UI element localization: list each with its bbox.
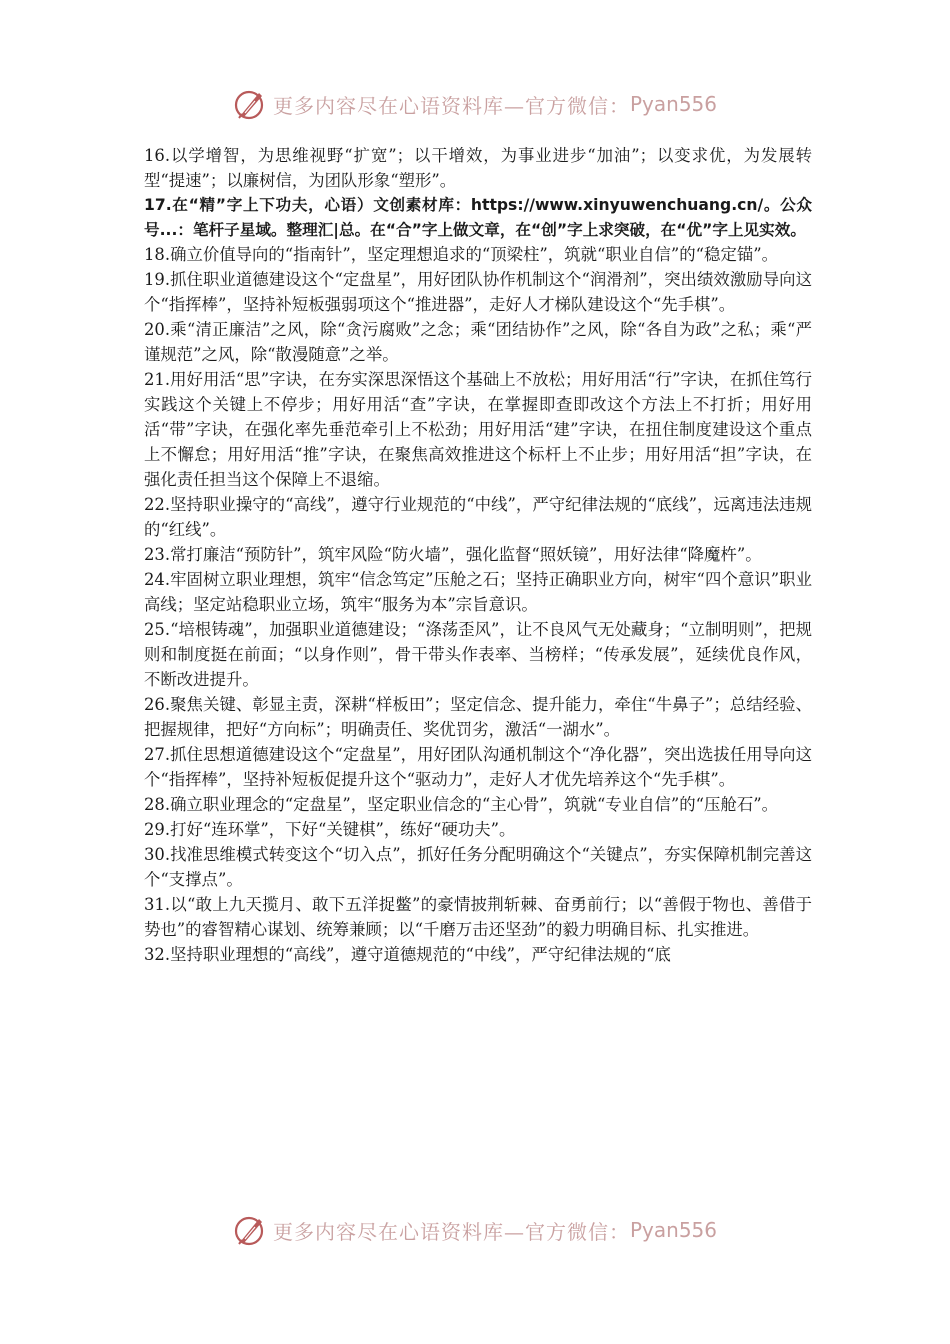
list-item-27: 27.抓住思想道德建设这个“定盘星”，用好团队沟通机制这个“净化器”，突出选拔任用导向这个“指挥棒”，坚持补短板促提升这个“驱动力”，走好人才优先培养这个“先手棋”。 xyxy=(144,745,812,789)
banner-text: 更多内容尽在心语资料库—官方微信： xyxy=(272,1219,630,1244)
list-item-23: 23.常打廉洁“预防针”，筑牢风险“防火墙”，强化监督“照妖镜”，用好法律“降魔杵”。 xyxy=(144,545,762,564)
list-item-30: 30.找准思维模式转变这个“切入点”，抓好任务分配明确这个“关键点”，夯实保障机制完善这个“支撑点”。 xyxy=(144,845,812,889)
list-item-16: 16.以学增智，为思维视野“扩宽”；以干增效，为事业进步“加油”；以变求优，为发展转型“提速”；以廉树信，为团队形象“塑形”。 xyxy=(144,146,812,190)
quill-pen-icon xyxy=(233,87,267,121)
banner-text: 更多内容尽在心语资料库—官方微信： xyxy=(272,93,630,118)
list-item-17: 17.在“精”字上下功夫，心语）文创素材库：https://www.xinyuwenchuang.cn/。公众号...：笔杆子星域。整理汇|总。在“合”字上做文章，在“创”字上求突破，在“优”字上见实效。 xyxy=(144,196,812,239)
quill-pen-icon xyxy=(233,1213,267,1247)
list-item-24: 24.牢固树立职业理想，筑牢“信念笃定”压舱之石；坚持正确职业方向，树牢“四个意识”职业高线；坚定站稳职业立场，筑牢“服务为本”宗旨意识。 xyxy=(144,570,812,614)
list-item-25: 25.“培根铸魂”，加强职业道德建设；“涤荡歪风”，让不良风气无处藏身；“立制明则”，把规则和制度挺在前面；“以身作则”，骨干带头作表率、当榜样；“传承发展”，延续优良作风，不断改进提升。 xyxy=(144,620,812,689)
list-item-26: 26.聚焦关键、彰显主责，深耕“样板田”；坚定信念、提升能力，牵住“牛鼻子”；总结经验、把握规律，把好“方向标”；明确责任、奖优罚劣，激活“一湖水”。 xyxy=(144,695,812,739)
list-item-19: 19.抓住职业道德建设这个“定盘星”，用好团队协作机制这个“润滑剂”，突出绩效激励导向这个“指挥棒”，坚持补短板强弱项这个“推进器”，走好人才梯队建设这个“先手棋”。 xyxy=(144,270,812,314)
list-item-20: 20.乘“清正廉洁”之风，除“贪污腐败”之念；乘“团结协作”之风，除“各自为政”之私；乘“严谨规范”之风，除“散漫随意”之举。 xyxy=(144,320,812,364)
list-item-18: 18.确立价值导向的“指南针”，坚定理想追求的“顶梁柱”，筑就“职业自信”的“稳定锚”。 xyxy=(144,245,778,264)
list-item-32: 32.坚持职业理想的“高线”，遵守道德规范的“中线”，严守纪律法规的“底 xyxy=(144,945,671,964)
list-item-29: 29.打好“连环掌”，下好“关键棋”，练好“硬功夫”。 xyxy=(144,820,516,839)
banner-wechat-id: Pyan556 xyxy=(629,1218,717,1242)
list-item-22: 22.坚持职业操守的“高线”，遵守行业规范的“中线”，严守纪律法规的“底线”，远离违法违规的“红线”。 xyxy=(144,495,812,539)
document-body xyxy=(144,143,812,967)
header-banner xyxy=(0,82,950,126)
banner-wechat-id: Pyan556 xyxy=(629,92,717,116)
list-item-28: 28.确立职业理念的“定盘星”，坚定职业信念的“主心骨”，筑就“专业自信”的“压舱石”。 xyxy=(144,795,778,814)
list-item-31: 31.以“敢上九天揽月、敢下五洋捉鳖”的豪情披荆斩棘、奋勇前行；以“善假于物也、善借于势也”的睿智精心谋划、统筹兼顾；以“千磨万击还坚劲”的毅力明确目标、扎实推进。 xyxy=(144,895,812,939)
footer-banner xyxy=(0,1208,950,1252)
list-item-21: 21.用好用活“思”字诀，在夯实深思深悟这个基础上不放松；用好用活“行”字诀，在抓住笃行实践这个关键上不停步；用好用活“查”字诀，在掌握即查即改这个方法上不打折；用好用活“带”字诀，在强化率先垂范牵引上不松劲；用好用活“建”字诀，在扭住制度建设这个重点上不懈怠；用好用活“推”字诀，在聚焦高效推进这个标杆上不止步；用好用活“担”字诀，在强化责任担当这个保障上不退缩。 xyxy=(144,370,812,489)
